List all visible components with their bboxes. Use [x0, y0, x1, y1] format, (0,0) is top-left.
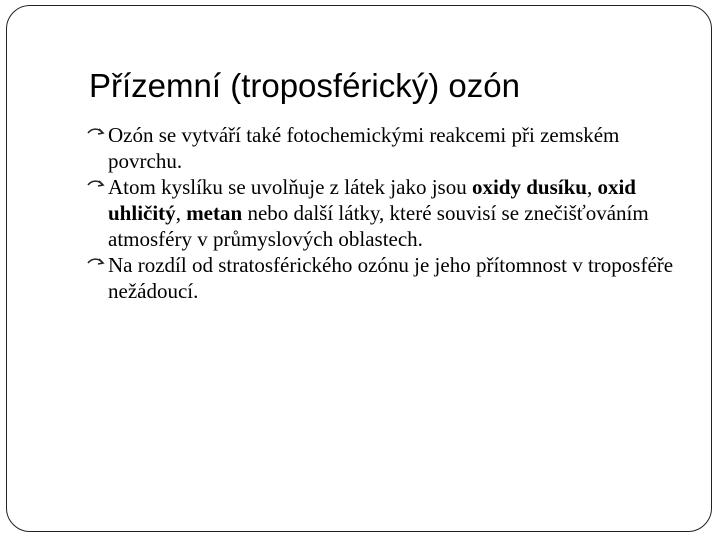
bullet-segment: Ozón se vytváří také fotochemickými reakcemi při zemském povrchu. — [108, 123, 620, 173]
bullet-list — [87, 122, 687, 304]
bullet-segment: nebo další látky, které souvisí se znečišťováním atmosféry v průmyslových oblastech. — [108, 201, 649, 251]
bullet-text-2 — [108, 175, 649, 251]
bullet-segment: Na rozdíl od stratosférického ozónu je jeho přítomnost v troposféře nežádoucí. — [108, 253, 674, 303]
bullet-item — [87, 122, 687, 174]
curved-arrow-bullet-icon — [87, 179, 106, 193]
bullet-text-1 — [108, 123, 619, 173]
curved-arrow-bullet-icon — [87, 127, 106, 141]
bold-term-oxidy-dusiku: oxidy dusíku — [471, 175, 587, 199]
slide-title: Přízemní (troposférický) ozón — [89, 67, 520, 104]
bold-term-oxid-uhlicity: oxid uhličitý — [108, 175, 636, 225]
curved-arrow-bullet-icon — [87, 257, 106, 271]
bullet-item — [87, 174, 687, 252]
bullet-text-3 — [108, 253, 673, 303]
bullet-segment: Atom kyslíku se uvolňuje z látek jako jsou — [108, 175, 472, 199]
bullet-item — [87, 252, 687, 304]
bullet-segment: , — [175, 201, 187, 225]
bullet-segment: , — [586, 175, 598, 199]
slide — [6, 5, 712, 532]
bold-term-metan: metan — [186, 201, 243, 225]
